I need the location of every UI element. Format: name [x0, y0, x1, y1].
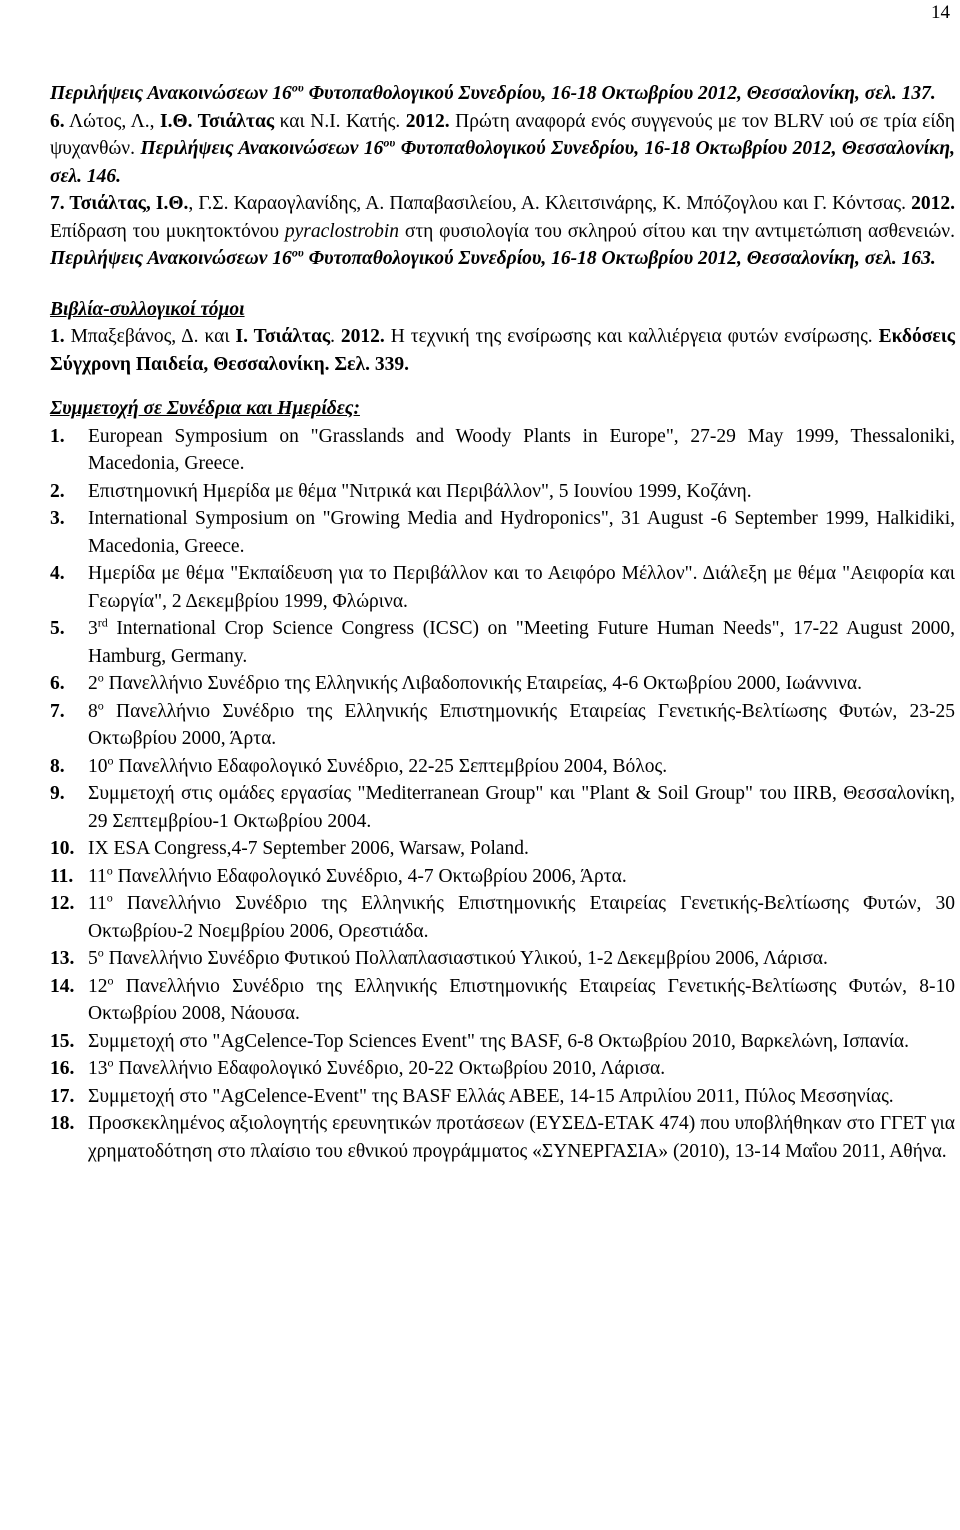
publication-5-continuation — [50, 80, 955, 108]
conference-number: 18. — [50, 1113, 75, 1134]
conference-text: $11^o$ Πανελλήνιο Συνέδριο της Ελληνικής Επιστημονικής Εταιρείας Γενετικής-Βελτίωσης Φυτών, 30 Οκτωβρίου-2 Νοεμβρίου 2006, Ορεστιάδα. — [88, 890, 955, 942]
book-1: 1. Μπαξεβάνος, Δ. και Ι. Τσιάλτας. 2012. Η τεχνική της ενσίρωσης και καλλιέργεια φυτών ενσίρωσης. Εκδόσεις Σύγχρονη Παιδεία, Θεσσαλονίκη. Σελ. 339. — [50, 326, 955, 375]
conference-item — [50, 780, 955, 835]
conference-item — [50, 560, 955, 615]
conference-text: International Symposium on "Growing Media and Hydroponics", 31 August -6 September 1999, Halkidiki, Macedonia, Greece. — [88, 508, 955, 557]
conference-text: $8^o$ Πανελλήνιο Συνέδριο της Ελληνικής Επιστημονικής Εταιρείας Γενετικής-Βελτίωσης Φυτών, 23-25 Οκτωβρίου 2000, Άρτα. — [88, 698, 955, 749]
conference-item — [50, 973, 955, 1028]
conference-item — [50, 1110, 955, 1165]
conference-number: 12. — [50, 893, 75, 914]
conference-text: Προσκεκλημένος αξιολογητής ερευνητικών προτάσεων (ΕΥΣΕΔ-ΕΤΑΚ 474) που υποβλήθηκαν στο ΓΓΕΤ για χρηματοδότηση στο πλαίσιο του εθνικού προγράμματος «ΣΥΝΕΡΓΑΣΙΑ» (2010), 13-14 Μαΐου 2011, Αθήνα. — [88, 1113, 955, 1162]
document-body — [50, 80, 955, 1165]
conference-item — [50, 615, 955, 670]
conference-item — [50, 478, 955, 506]
conference-number: 11. — [50, 865, 74, 887]
conference-item — [50, 1083, 955, 1111]
source-text: Περιλήψεις Ανακοινώσεων $16^{o\upsilon}$ Φυτοπαθολογικού Συνεδρίου, 16-18 Οκτωβρίου 2012, Θεσσαλονίκη, σελ. 137. — [50, 80, 936, 104]
conference-text: Συμμετοχή στο "AgCelence-Event" της BASF Ελλάς ΑΒΕΕ, 14-15 Απριλίου 2011, Πύλος Μεσσηνίας. — [88, 1085, 894, 1107]
conference-item — [50, 505, 955, 560]
conference-number: 2. — [50, 480, 65, 502]
conference-number: 6. — [50, 673, 65, 694]
conference-item — [50, 1028, 955, 1056]
conference-item — [50, 835, 955, 863]
conference-text: $10^o$ Πανελλήνιο Εδαφολογικό Συνέδριο, 22-25 Σεπτεμβρίου 2004, Βόλος. — [88, 753, 668, 777]
conference-number: 1. — [50, 425, 65, 447]
conference-number: 17. — [50, 1085, 75, 1107]
conferences-list — [50, 423, 955, 1166]
books-heading: Βιβλία-συλλογικοί τόμοι — [50, 298, 245, 320]
conference-number: 4. — [50, 563, 65, 584]
conference-item — [50, 890, 955, 945]
publication-7: 7. Τσιάλτας, Ι.Θ., Γ.Σ. Καραογλανίδης, Α. Παπαβασιλείου, Α. Κλειτσινάρης, Κ. Μπόζογλου και Γ. Κόντσας. 2012. Επίδραση του μυκητοκτόνου pyraclostrobin στη φυσιολογία του σκληρού σίτου και την αντιμετώπιση ασθενειών. Περιλήψεις Ανακοινώσεων $16^{o\upsilon}$ Φυτοπαθολογικού Συνεδρίου, 16-18 Οκτωβρίου 2012, Θεσσαλονίκη, σελ. 163. — [50, 193, 955, 269]
conference-text: European Symposium on "Grasslands and Woody Plants in Europe", 27-29 May 1999, Thessaloniki, Macedonia, Greece. — [88, 425, 955, 474]
conference-item — [50, 698, 955, 753]
conference-text: Συμμετοχή στο "AgCelence-Top Sciences Event" της BASF, 6-8 Οκτωβρίου 2010, Βαρκελώνη, Ισπανία. — [88, 1030, 910, 1052]
conference-number: 8. — [50, 755, 65, 777]
conference-number: 13. — [50, 948, 75, 969]
conference-number: 9. — [50, 783, 65, 804]
conference-text: $5^o$ Πανελλήνιο Συνέδριο Φυτικού Πολλαπλασιαστικού Υλικού, 1-2 Δεκεμβρίου 2006, Λάρισα. — [88, 945, 828, 969]
conference-item — [50, 423, 955, 478]
conference-text: $2^o$ Πανελλήνιο Συνέδριο της Ελληνικής Λιβαδοπονικής Εταιρείας, 4-6 Οκτωβρίου 2000, Ιωάννινα. — [88, 670, 862, 694]
conference-item — [50, 863, 955, 891]
conference-number: 7. — [50, 700, 65, 722]
conference-text: Επιστημονική Ημερίδα με θέμα "Νιτρικά και Περιβάλλον", 5 Ιουνίου 1999, Κοζάνη. — [88, 480, 752, 502]
conference-number: 3. — [50, 508, 65, 529]
conference-number: 14. — [50, 975, 75, 997]
conference-number: 5. — [50, 618, 65, 639]
conference-item — [50, 1055, 955, 1083]
conference-text: Συμμετοχή στις ομάδες εργασίας "Mediterranean Group" και "Plant & Soil Group" του IIRB, Θεσσαλονίκη, 29 Σεπτεμβρίου-1 Οκτωβρίου 2004. — [88, 783, 955, 832]
conference-item — [50, 945, 955, 973]
conference-number: 16. — [50, 1058, 75, 1079]
conference-text: IX ESA Congress,4-7 September 2006, Warsaw, Poland. — [88, 838, 529, 859]
conference-text: 3rd International Crop Science Congress (ICSC) on "Meeting Future Human Needs", 17-22 August 2000, Hamburg, Germany. — [88, 615, 955, 667]
conference-number: 15. — [50, 1030, 75, 1052]
conference-text: Ημερίδα με θέμα "Εκπαίδευση για το Περιβάλλον και το Αειφόρο Μέλλον". Διάλεξη με θέμα "Αειφορία και Γεωργία", 2 Δεκεμβρίου 1999, Φλώρινα. — [88, 563, 955, 612]
conference-text: $11^o$ Πανελλήνιο Εδαφολογικό Συνέδριο, 4-7 Οκτωβρίου 2006, Άρτα. — [88, 863, 627, 887]
publication-6: 6. Λώτος, Λ., Ι.Θ. Τσιάλτας και Ν.Ι. Κατής. 2012. Πρώτη αναφορά ενός συγγενούς με τον BLRV ιού σε τρία είδη ψυχανθών. Περιλήψεις Ανακοινώσεων $16^{o\upsilon}$ Φυτοπαθολογικού Συνεδρίου, 16-18 Οκτωβρίου 2012, Θεσσαλονίκη, σελ. 146. — [50, 110, 955, 187]
conference-text: $12^o$ Πανελλήνιο Συνέδριο της Ελληνικής Επιστημονικής Εταιρείας Γενετικής-Βελτίωσης Φυτών, 8-10 Οκτωβρίου 2008, Νάουσα. — [88, 973, 955, 1024]
conference-text: $13^o$ Πανελλήνιο Εδαφολογικό Συνέδριο, 20-22 Οκτωβρίου 2010, Λάρισα. — [88, 1055, 666, 1079]
conference-number: 10. — [50, 838, 75, 859]
conference-item — [50, 753, 955, 781]
conference-item — [50, 670, 955, 698]
page-number: 14 — [931, 2, 950, 23]
conferences-heading: Συμμετοχή σε Συνέδρια και Ημερίδες: — [50, 398, 360, 419]
